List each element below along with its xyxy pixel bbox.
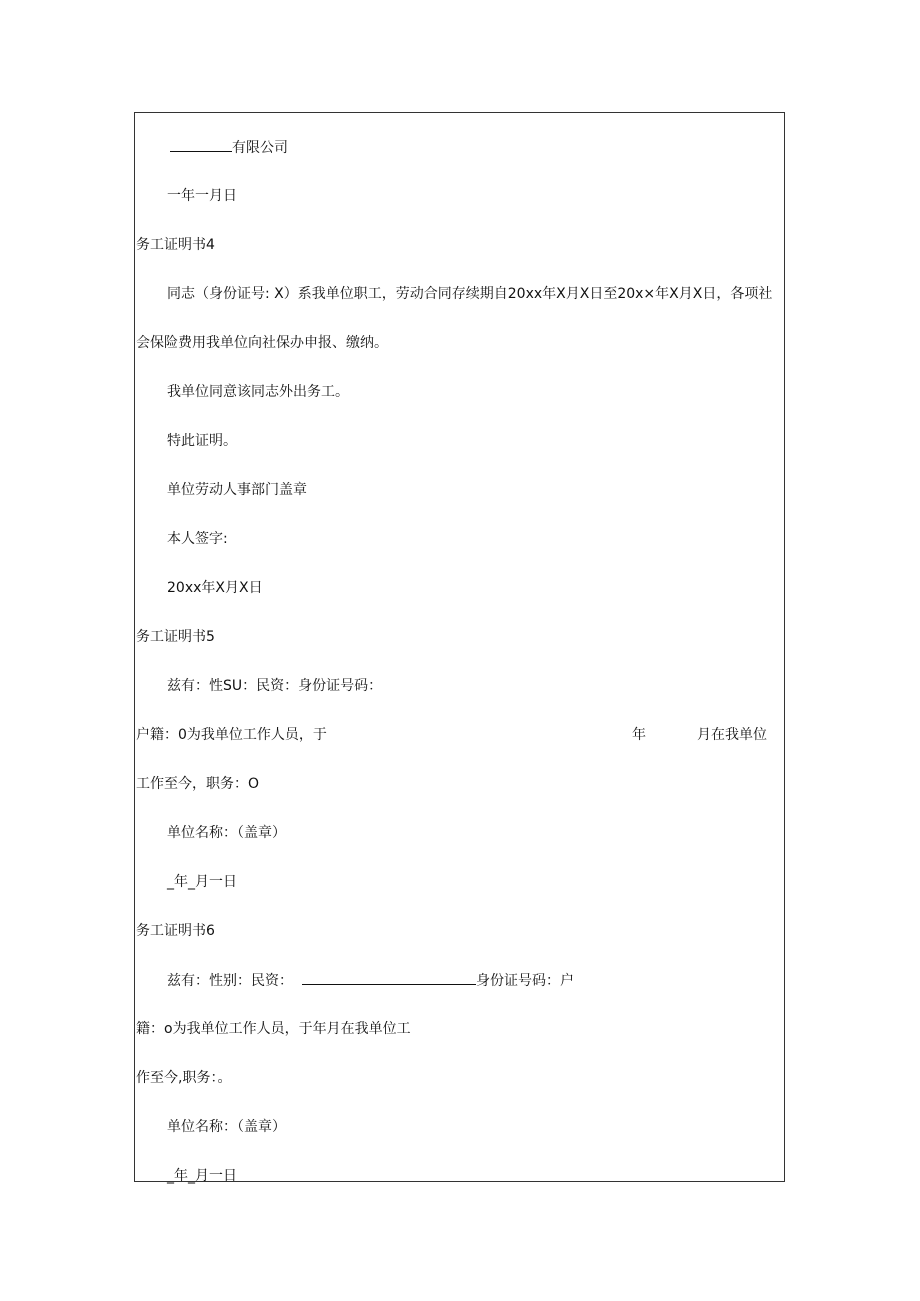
paragraph-4f: 本人签字: <box>167 531 228 547</box>
date-line: 一年一月日 <box>167 188 237 204</box>
paragraph-4g: 20xx年X月X日 <box>167 580 263 596</box>
paragraph-5c: 工作至今，职务：O <box>136 776 260 792</box>
section-title-4: 务工证明书4 <box>136 237 215 253</box>
paragraph-4a: 同志（身份证号: X）系我单位职工，劳动合同存续期自20xx年X月X日至20x×年X月X日，各项社 <box>167 286 773 302</box>
paragraph-6e: _年_月一日 <box>167 1168 237 1184</box>
paragraph-6a-start: 兹有：性别：民资： <box>167 973 293 989</box>
section-title-5: 务工证明书5 <box>136 629 215 645</box>
company-line <box>170 137 288 158</box>
paragraph-5d: 单位名称：（盖章） <box>167 825 286 841</box>
paragraph-4b: 会保险费用我单位向社保办申报、缴纳。 <box>136 335 388 351</box>
blank-underline <box>170 137 232 152</box>
paragraph-5e: _年_月一日 <box>167 874 237 890</box>
paragraph-6a <box>167 970 574 991</box>
paragraph-6d: 单位名称：（盖章） <box>167 1119 286 1135</box>
section-title-6: 务工证明书6 <box>136 923 215 939</box>
paragraph-5b-year: 年 <box>632 727 646 743</box>
paragraph-6c: 作至今,职务：。 <box>136 1070 232 1086</box>
paragraph-6a-end: 身份证号码：户 <box>476 973 574 989</box>
paragraph-6b: 籍：o为我单位工作人员，于年月在我单位工 <box>136 1021 411 1037</box>
paragraph-4e: 单位劳动人事部门盖章 <box>167 482 307 498</box>
paragraph-4c: 我单位同意该同志外出务工。 <box>167 384 349 400</box>
paragraph-5b-end: 月在我单位 <box>697 727 767 743</box>
paragraph-5a: 兹有：性SU：民资：身份证号码： <box>167 678 383 694</box>
company-suffix: 有限公司 <box>232 140 288 156</box>
paragraph-4d: 特此证明。 <box>167 433 237 449</box>
paragraph-5b-start: 户籍：0为我单位工作人员，于 <box>136 727 327 743</box>
blank-underline <box>302 970 476 985</box>
